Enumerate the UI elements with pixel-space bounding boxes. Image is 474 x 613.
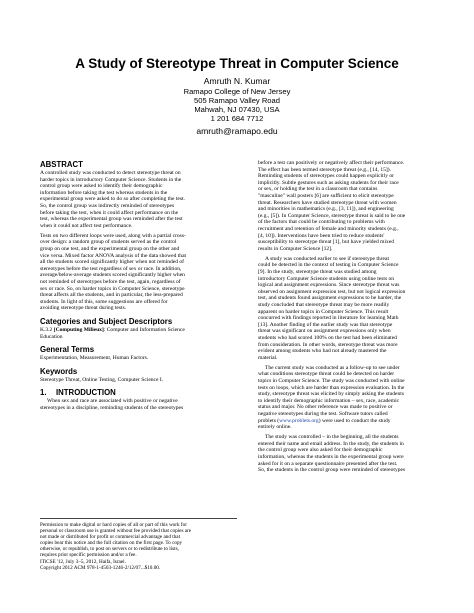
general-terms-text: Experimentation, Measurement, Human Factors.	[40, 355, 149, 362]
keywords-text: Stereotype Threat, Online Testing, Computer Science I.	[40, 376, 164, 383]
section-title: INTRODUCTION	[56, 388, 116, 398]
author-email[interactable]: amruth@ramapo.edu	[196, 125, 278, 136]
permission-text: Permission to make digital or hard copies of all or part of this work for personal or classroom use is granted without fee provided that copies are not made or distributed for profit or commercial advantage and that copies bear this notice and the full citation on the first page. To copy otherwise, or republish, to post on servers or to redistribute to lists, requires prior specific permission and/or a fee.	[40, 522, 192, 559]
body-paragraph: before a test can positively or negatively affect their performance. The effect has been termed stereotype threat (e.g., [14, 15]). Reminding students of stereotypes could happen explicitly or implicitly. Subtle gestures such as asking students for their race or sex, or holding the test in a classroom that contains "masculine" wall posters [6] are sufficient to elicit stereotype threat. Researchers have studied stereotype threat with women and minorities in mathematics (e.g., [3, 11]), and engineering (e.g., [5]). In Computer Science, stereotype threat is said to be one of the factors that could be contributing to problems with recruitment and retention of female and minority students (e.g., [4, 10]). Interventions have been tried to reduce students' susceptibility to stereotype threat [1], but have yielded mixed results in Computer Science [12].	[258, 160, 406, 252]
author-name: Amruth N. Kumar	[203, 76, 271, 86]
body-text: ) were used to conduct the study entirely online.	[258, 417, 391, 431]
paper-title: A Study of Stereotype Threat in Computer Science	[75, 56, 399, 71]
body-text: The current study was conducted as a follow-up to see under what conditions stereotype threat could be detected on harder topics in Computer Science. The study was conducted with online tests on loops, which are harder than expression evaluation. In the study, stereotype threat was elicited by simply asking the students to identify their demographic information – sex, race, academic status and major. No other reference was made to positive or negative stereotypes during the test. Software tutors called problets (	[258, 364, 405, 424]
categories-text	[40, 327, 237, 340]
left-column	[40, 160, 237, 412]
section-number: 1.	[40, 388, 47, 398]
author-affiliation: Ramapo College of New Jersey	[183, 86, 291, 96]
author-address-city: Mahwah, NJ 07430, USA	[194, 104, 280, 114]
permission-notice	[40, 518, 237, 571]
categories-heading: Categories and Subject Descriptors	[40, 316, 173, 326]
categories-description: : Computer and Information Science Education	[40, 326, 185, 340]
author-address-street: 505 Ramapo Valley Road	[194, 95, 280, 105]
abstract-paragraph: A controlled study was conducted to detect stereotype threat on harder topics in introductory Computer Science. Students in the control group were asked to identify their demographic information before taking the test whereas students in the experimental group were asked to do so after completing the test. So, the control group was indirectly reminded of stereotypes before taking the test, when it could affect performance on the test, whereas the experimental group was reminded after the test when it could not affect test performance.	[40, 170, 185, 229]
categories-label: [Computing Milieux]	[53, 326, 104, 333]
general-terms-heading: General Terms	[40, 345, 95, 355]
body-paragraph: A study was conducted earlier to see if stereotype threat could be detected in the context of testing in Computer Science [9]. In the study, stereotype threat was studied among introductory Computer Science students using online tests on logical and assignment expressions. Since stereotype threat was observed on assignment expression test, but not logical expression test, and students found assignment expressions to be harder, the study concluded that stereotype threat may be more readily apparent on harder topics in Computer Science. This result concurred with findings reported in literature for learning Math [13]. Another finding of the earlier study was that stereotype threat was significant on assignment expressions only when students who had scored 100% on the test had been eliminated from consideration. In other words, stereotype threat was more evident among students who had not already mastered the material.	[258, 255, 406, 361]
body-paragraph: The study was controlled – in the beginning, all the students entered their name and email address. In the study, the students in the control group were also asked for their demographic information, whereas the students in the experimental group were asked for it on a separate questionnaire presented after the test. So, the students in the control group were reminded of stereotypes	[258, 434, 406, 474]
right-column	[258, 160, 438, 474]
introduction-paragraph: When sex and race are associated with positive or negative stereotypes in a discipline, reminding students of the stereotypes	[40, 398, 184, 411]
categories-code: K.3.2	[40, 326, 53, 333]
abstract-heading: ABSTRACT	[40, 160, 83, 169]
conference-info: ITiCSE '12, July 3–5, 2012, Haifa, Israel.	[40, 558, 126, 565]
problets-link[interactable]: www.problets.org	[279, 417, 319, 424]
keywords-heading: Keywords	[40, 366, 78, 376]
introduction-heading	[40, 388, 237, 397]
author-phone: 1 201 684 7712	[210, 113, 264, 123]
author-block	[0, 76, 474, 136]
body-paragraph	[258, 365, 438, 431]
copyright-line: Copyright 2012 ACM 978-1-4503-1246-2/12/07...$10.00.	[40, 564, 161, 571]
abstract-paragraph: Tests on two different loops were used, along with a partial cross- over design: a random group of students served as the control group on one test, and the experimental group on the other and vice versa. Mixed factor ANOVA analysis of the data showed that all the students scored significantly higher when not reminded of stereotypes before the test regardless of sex or race. In addition, average/below-average students scored significantly higher when not reminded of stereotypes before the test, again, regardless of sex or race. So, on harder topics in Computer Science, stereotype threat affects all the students, and in particular, the less-prepared students. In light of this, some suggestions are offered for avoiding stereotype threat during tests.	[40, 232, 187, 312]
